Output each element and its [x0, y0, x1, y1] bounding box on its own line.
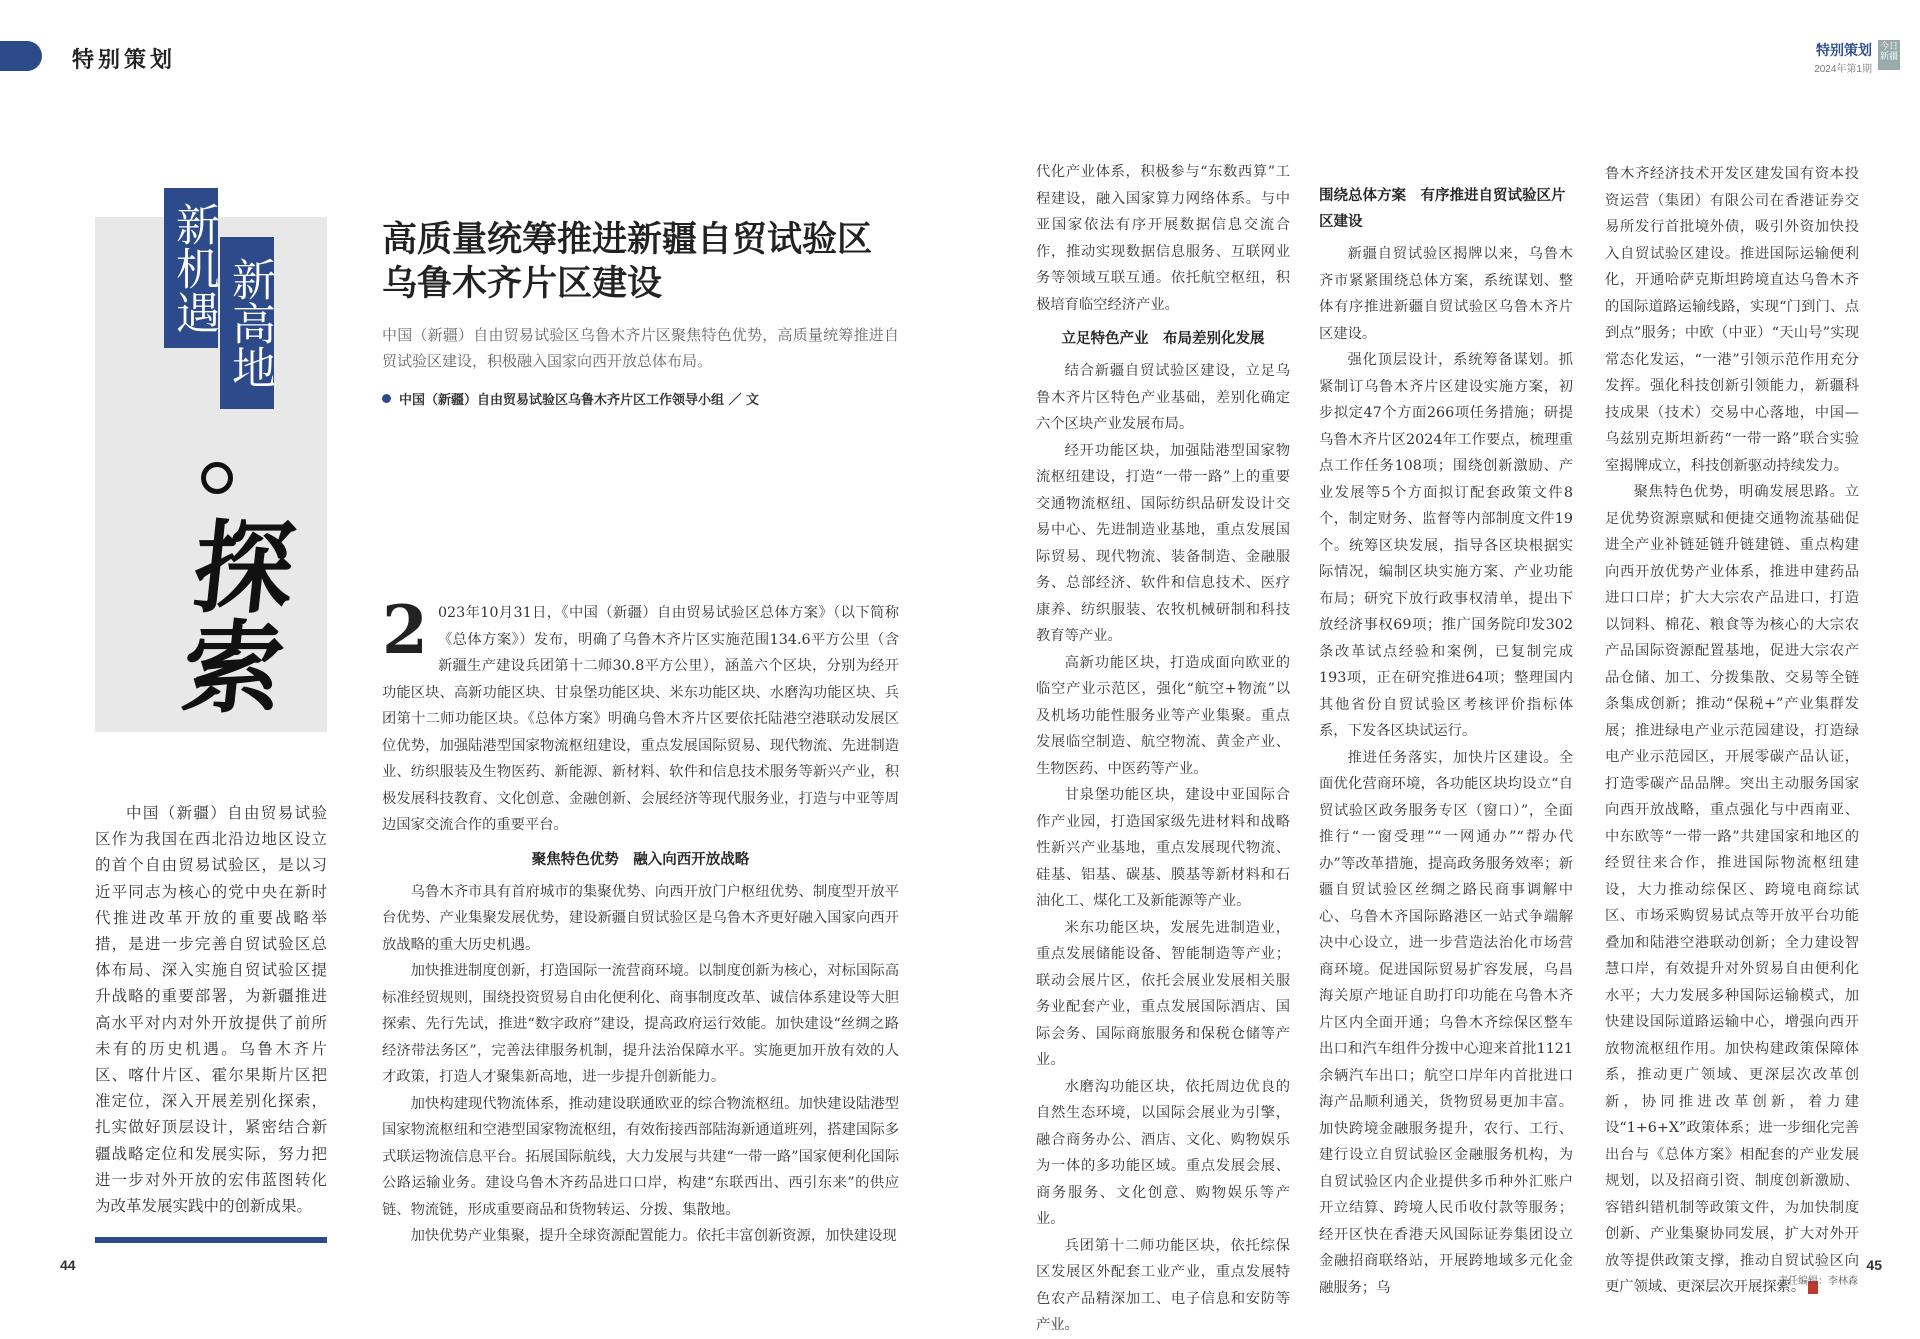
- editor-credit: 责任编辑：李林森: [1778, 1276, 1858, 1287]
- body-column-3: [1319, 175, 1573, 1301]
- intro-paragraph: 中国（新疆）自由贸易试验区作为我国在西北沿边地区设立的首个自由贸易试验区，是以习近平同志为核心的党中央在新时代推进改革开放的重要战略举措，是进一步完善自贸试验区总体布局、深入实施自贸试验区提升战略的重要部署，为新疆推进高水平对内对外开放提供了前所未有的历史机遇。乌鲁木齐片区、喀什片区、霍尔果斯片区把准定位，深入开展差别化探索，扎实做好顶层设计，紧密结合新疆战略定位和发展实际，努力把进一步对外开放的宏伟蓝图转化为改革发展实践中的创新成果。: [95, 804, 327, 1216]
- body-column-2: [1036, 159, 1290, 1339]
- paragraph: 鲁木齐经济技术开发区建发国有资本投资运营（集团）有限公司在香港证券交易所发行首批境外债，吸引外资加快投入自贸试验区建设。推进国际运输便利化，开通哈萨克斯坦跨境直达乌鲁木齐的国际道路运输线路，实现“门到门、点到点”服务；中欧（中亚）“天山号”实现常态化发运，“一港”引领示范作用充分发挥。强化科技创新引领能力，新疆科技成果（技术）交易中心落地，中国—乌兹别克斯坦新药“一带一路”联合实验室揭牌成立，科技创新驱动持续发力。: [1605, 166, 1859, 474]
- badge-new-opportunity: 新机遇: [164, 188, 218, 348]
- section-title-right: 特别策划: [1816, 42, 1872, 58]
- paragraph: 兵团第十二师功能区块，依托综保区发展区外配套工业产业，重点发展特色农产品精深加工、电子信息和安防等产业。: [1036, 1237, 1290, 1333]
- paragraph: 推进任务落实，加快片区建设。全面优化营商环境，各功能区块均设立“自贸试验区政务服务专区（窗口）”，全面推行“一窗受理”“一网通办”“帮办代办”等改革措施，提高政务服务效率；新疆自贸试验区丝绸之路民商事调解中心、乌鲁木齐国际路港区一站式争端解决中心设立，进一步营造法治化市场营商环境。促进国际贸易扩容发展，乌昌海关原产地证自助打印功能在乌鲁木齐片区内全面开通；乌鲁木齐综保区整车出口和汽车组件分拨中心迎来首批1121余辆汽车出口；航空口岸年内首批进口海产品顺利通关，货物贸易更加丰富。加快跨境金融服务提升，农行、工行、建行设立自贸试验区金融服务机构，为自贸试验区内企业提供多币种外汇账户开立结算、跨境人民币收付款等服务；经开区快在香港天风国际证券集团设立金融招商联络站，开展跨地域多元化金融服务；乌: [1319, 749, 1573, 1296]
- issue-label: 2024年第1期: [1814, 64, 1872, 75]
- paragraph: 经开功能区块，加强陆港型国家物流枢纽建设，打造“一带一路”上的重要交通物流枢纽、国际纺织品研发设计交易中心、先进制造业基地，重点发展国际贸易、现代物流、装备制造、金融服务、总部经济、软件和信息技术、医疗康养、纺织服装、农牧机械研制和科技教育等产业。: [1036, 442, 1290, 644]
- paragraph-text: 聚焦特色优势，明确发展思路。立足优势资源禀赋和便捷交通物流基础促进全产业补链延链升链建链、重点构建向西开放优势产业体系，推进申建药品进口口岸；扩大大宗农产品进口，打造以饲料、棉花、粮食等为核心的大宗农产品国际资源配置基地，促进大宗农产品仓储、加工、分拨集散、交易等全链条集成创新；推动“保税+”产业集群发展；推进绿电产业示范园建设，打造绿电产业示范园区，开展零碳产品认证，打造零碳产品品牌。突出主动服务国家向西开放战略，重点强化与中西南亚、中东欧等“一带一路”共建国家和地区的经贸往来合作，推进国际物流枢纽建设，大力推动综保区、跨境电商综试区、市场采购贸易试点等开放平台功能叠加和陆港空港联动创新；全力建设智慧口岸，有效提升对外贸易自由便利化水平；大力发展多种国际运输模式，加快建设国际道路运输中心，增强向西开放物流枢纽作用。加快构建政策保障体系，推动更广领域、更深层次改革创新，协同推进改革创新，着力建设“1+6+X”政策体系；进一步细化完善出台与《总体方案》相配套的产业发展规划，以及招商引资、制度创新激励、容错纠错机制等政策文件，为加快制度创新、产业集聚协同发展，扩大对外开放等提供政策支撑，推动自贸试验区向更广领域、更深层次开展探索。: [1605, 484, 1859, 1295]
- badge-new-highland: 新高地: [220, 237, 274, 409]
- paragraph: [1605, 479, 1859, 1301]
- paragraph: 甘泉堡功能区块，建设中亚国际合作产业园，打造国家级先进材料和战略性新兴产业基地，重点发展现代物流、硅基、铝基、碳基、膜基等新材料和石油化工、煤化工及新能源等产业。: [1036, 787, 1290, 909]
- author-line: [382, 389, 759, 408]
- magazine-logo: 今日新疆: [1878, 40, 1900, 70]
- paragraph: 米东功能区块，发展先进制造业，重点发展储能设备、智能制造等产业；联动会展片区，依托会展业发展相关服务业配套产业，重点发展国际酒店、国际会务、国际商旅服务和保税仓储等产业。: [1036, 919, 1290, 1068]
- page-number-right: 45: [1866, 1257, 1882, 1273]
- article-lead: 中国（新疆）自由贸易试验区乌鲁木齐片区聚焦特色优势，高质量统筹推进自贸试验区建设，积极融入国家向西开放总体布局。: [382, 326, 899, 370]
- paragraph: [382, 591, 899, 839]
- page-number-left: 44: [60, 1257, 76, 1273]
- calligraphy-title: 探索: [161, 515, 301, 715]
- header-right-text: [1814, 40, 1872, 75]
- paragraph-text: 023年10月31日，《中国（新疆）自由贸易试验区总体方案》（以下简称《总体方案》）发布，明确了乌鲁木齐片区实施范围134.6平方公里（含新疆生产建设兵团第十二师30.8平方公里），涵盖六个区块，分别为经开功能区块、高新功能区块、甘泉堡功能区块、米东功能区块、水磨沟功能区块、兵团第十二师功能区块。《总体方案》明确乌鲁木齐片区要依托陆港空港联动发展区位优势，加强陆港型国家物流枢纽建设，重点发展国际贸易、现代物流、先进制造业、纺织服装及生物医药、新能源、新材料、软件和信息技术服务等新兴产业，积极发展科技教育、文化创意、金融创新、会展经济等现代服务业，打造与中亚等周边国家交流合作的重要平台。: [382, 605, 899, 833]
- section-heading: 围绕总体方案 有序推进自贸试验区片区建设: [1319, 188, 1566, 230]
- body-column-4: [1605, 161, 1859, 1301]
- paragraph: 水磨沟功能区块，依托周边优良的自然生态环境，以国际会展业为引擎，融合商务办公、酒店、文化、购物娱乐为一体的多功能区域。重点发展会展、商务服务、文化创意、购物娱乐等产业。: [1036, 1078, 1290, 1227]
- header-tab-marker: [0, 41, 42, 71]
- drop-cap: 2: [382, 591, 428, 669]
- paragraph: 结合新疆自贸试验区建设，立足乌鲁木齐片区特色产业基础，差别化确定六个区块产业发展布局。: [1036, 363, 1290, 432]
- article-title: [382, 218, 872, 306]
- section-heading: 聚焦特色优势 融入向西开放战略: [531, 851, 750, 868]
- paragraph: 强化顶层设计，系统筹备谋划。抓紧制订乌鲁木齐片区建设实施方案，初步拟定47个方面266项任务措施；研提乌鲁木齐片区2024年工作要点，梳理重点工作任务108项；围绕创新激励、产业发展等5个方面拟订配套政策文件8个，制定财务、监督等内部制度文件19个。统筹区块发展，指导各区块根据实际情况，编制区块实施方案、产业功能布局；研究下放行政事权清单，提出下放经济事权69项；推广国务院印发302条改革试点经验和案例，已复制完成193项，正在研究推进64项；整理国内其他省份自贸试验区考核评价指标体系，下发各区块试运行。: [1319, 352, 1573, 739]
- intro-underline: [95, 1237, 327, 1243]
- body-column-1: [382, 591, 899, 1250]
- section-heading: 立足特色产业 布局差别化发展: [1061, 331, 1265, 347]
- article-title-line2: 乌鲁木齐片区建设: [382, 264, 663, 304]
- paragraph: 代化产业体系，积极参与“东数西算”工程建设，融入国家算力网络体系。与中亚国家依法有序开展数据信息交流合作，推动实现数据信息服务、互联网业务等领域互联互通。依托航空枢纽，积极培育临空经济产业。: [1036, 164, 1290, 313]
- paragraph: 新疆自贸试验区揭牌以来，乌鲁木齐市紧紧围绕总体方案，系统谋划、整体有序推进新疆自贸试验区乌鲁木齐片区建设。: [1319, 246, 1573, 342]
- paragraph: 加快推进制度创新，打造国际一流营商环境。以制度创新为核心，对标国际高标准经贸规则，围绕投资贸易自由化便利化、商事制度改革、诚信体系建设等大胆探索、先行先试，推进“数字政府”建设，提高政府运行效能。加快建设“丝绸之路经济带法务区”，完善法律服务机制，提升法治保障水平。实施更加开放有效的人才政策，打造人才聚集新高地，进一步提升创新能力。: [382, 963, 899, 1085]
- header-right: [1814, 40, 1900, 75]
- paragraph: 高新功能区块，打造成面向欧亚的临空产业示范区，强化“航空+物流”以及机场功能性服务业等产业集聚。重点发展临空制造、航空物流、黄金产业、生物医药、中医药等产业。: [1036, 654, 1290, 777]
- section-title-left: 特别策划: [72, 47, 177, 73]
- bullet-dot-icon: [382, 394, 391, 403]
- author-text: 中国（新疆）自由贸易试验区乌鲁木齐片区工作领导小组 ／ 文: [399, 393, 760, 408]
- paragraph: 加快优势产业集聚，提升全球资源配置能力。依托丰富创新资源，加快建设现: [410, 1228, 897, 1244]
- circle-mark: [201, 462, 233, 494]
- paragraph: 加快构建现代物流体系，推动建设联通欧亚的综合物流枢纽。加快建设陆港型国家物流枢纽和空港型国家物流枢纽，有效衔接西部陆海新通道班列，搭建国际多式联运物流信息平台。拓展国际航线，大力发展与共建“一带一路”国家便利化国际公路运输业务。建设乌鲁木齐药品进口口岸，构建“东联西出、西引东来”的供应链、物流链，形成重要商品和货物转运、分拨、集散地。: [382, 1095, 899, 1218]
- paragraph: 乌鲁木齐市具有首府城市的集聚优势、向西开放门户枢纽优势、制度型开放平台优势、产业集聚发展优势，建设新疆自贸试验区是乌鲁木齐更好融入国家向西开放战略的重大历史机遇。: [382, 883, 899, 953]
- article-title-line1: 高质量统筹推进新疆自贸试验区: [382, 220, 873, 260]
